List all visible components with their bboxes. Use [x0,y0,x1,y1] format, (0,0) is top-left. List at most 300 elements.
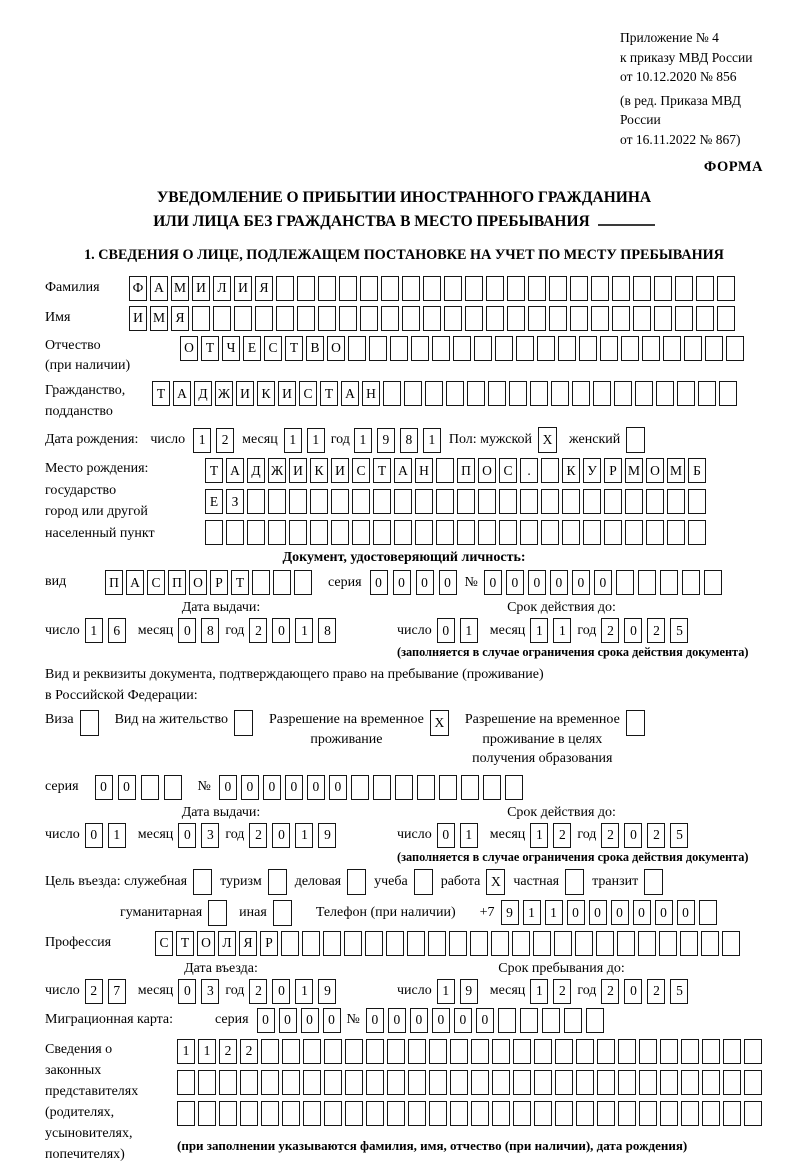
char-cell[interactable] [80,710,99,736]
char-cell[interactable]: 1 [530,979,548,1004]
purpose-work-checkbox[interactable] [486,869,505,895]
char-cell[interactable]: 1 [177,1039,195,1064]
char-cell[interactable] [415,489,433,514]
doc2-issue-day-cells[interactable] [85,823,126,848]
char-cell[interactable]: 2 [240,1039,258,1064]
char-cell[interactable] [562,489,580,514]
char-cell[interactable] [635,381,653,406]
char-cell[interactable]: И [192,276,210,301]
char-cell[interactable] [597,1101,615,1126]
char-cell[interactable]: 0 [506,570,524,595]
purpose-transit-checkbox[interactable] [644,869,663,895]
char-cell[interactable]: 1 [437,979,455,1004]
char-cell[interactable]: Т [201,336,219,361]
char-cell[interactable] [642,336,660,361]
char-cell[interactable]: 0 [95,775,113,800]
char-cell[interactable]: К [257,381,275,406]
char-cell[interactable]: 0 [677,900,695,925]
char-cell[interactable] [688,489,706,514]
char-cell[interactable] [282,1070,300,1095]
char-cell[interactable] [193,869,212,895]
char-cell[interactable]: 1 [198,1039,216,1064]
char-cell[interactable] [450,1101,468,1126]
char-cell[interactable]: М [171,276,189,301]
char-cell[interactable] [439,775,457,800]
char-cell[interactable] [681,1070,699,1095]
char-cell[interactable] [638,931,656,956]
char-cell[interactable]: 1 [295,618,313,643]
char-cell[interactable] [593,381,611,406]
purpose-official-checkbox[interactable] [193,869,212,895]
char-cell[interactable] [722,931,740,956]
char-cell[interactable] [723,1039,741,1064]
char-cell[interactable]: 0 [393,570,411,595]
char-cell[interactable] [507,306,525,331]
doc2-valid-day-cells[interactable] [437,823,478,848]
char-cell[interactable] [583,489,601,514]
char-cell[interactable] [625,489,643,514]
char-cell[interactable] [294,570,312,595]
char-cell[interactable]: 0 [589,900,607,925]
char-cell[interactable] [323,931,341,956]
char-cell[interactable]: 1 [354,428,372,453]
char-cell[interactable]: Т [373,458,391,483]
char-cell[interactable] [533,931,551,956]
char-cell[interactable] [303,1039,321,1064]
purpose-humanitarian-checkbox[interactable] [208,900,227,926]
char-cell[interactable]: И [289,458,307,483]
char-cell[interactable] [352,489,370,514]
char-cell[interactable] [345,1101,363,1126]
char-cell[interactable]: 2 [601,823,619,848]
doc-type-cells[interactable] [105,570,312,595]
char-cell[interactable] [373,489,391,514]
char-cell[interactable] [659,931,677,956]
char-cell[interactable] [302,931,320,956]
char-cell[interactable]: 0 [366,1008,384,1033]
sex-male-checkbox[interactable] [538,427,557,453]
char-cell[interactable]: П [105,570,123,595]
char-cell[interactable] [530,381,548,406]
char-cell[interactable] [297,276,315,301]
char-cell[interactable] [261,1039,279,1064]
char-cell[interactable] [663,336,681,361]
char-cell[interactable] [564,1008,582,1033]
char-cell[interactable] [289,520,307,545]
char-cell[interactable] [407,931,425,956]
char-cell[interactable] [478,489,496,514]
char-cell[interactable]: Я [255,276,273,301]
id-valid-year-cells[interactable] [601,618,688,643]
char-cell[interactable] [365,931,383,956]
birthplace-row2-cells[interactable] [205,489,706,514]
char-cell[interactable] [461,775,479,800]
char-cell[interactable]: Т [176,931,194,956]
char-cell[interactable] [541,458,559,483]
doc2-valid-year-cells[interactable] [601,823,688,848]
id-issue-year-cells[interactable] [249,618,336,643]
char-cell[interactable] [387,1039,405,1064]
char-cell[interactable]: Р [210,570,228,595]
char-cell[interactable] [667,489,685,514]
char-cell[interactable] [303,1070,321,1095]
char-cell[interactable]: О [189,570,207,595]
char-cell[interactable]: 2 [601,618,619,643]
char-cell[interactable]: 5 [670,618,688,643]
char-cell[interactable]: 1 [460,823,478,848]
char-cell[interactable]: 1 [553,618,571,643]
char-cell[interactable]: Н [362,381,380,406]
char-cell[interactable] [616,570,634,595]
char-cell[interactable] [268,869,287,895]
char-cell[interactable] [219,1070,237,1095]
char-cell[interactable]: 2 [553,823,571,848]
char-cell[interactable] [297,306,315,331]
char-cell[interactable] [579,336,597,361]
doc2-issue-year-cells[interactable] [249,823,336,848]
char-cell[interactable]: 2 [647,618,665,643]
char-cell[interactable] [498,1008,516,1033]
purpose-private-checkbox[interactable] [565,869,584,895]
char-cell[interactable] [744,1101,762,1126]
char-cell[interactable]: Ф [129,276,147,301]
char-cell[interactable] [492,1039,510,1064]
char-cell[interactable] [366,1039,384,1064]
char-cell[interactable]: 7 [108,979,126,1004]
char-cell[interactable]: 0 [279,1008,297,1033]
char-cell[interactable] [702,1101,720,1126]
char-cell[interactable] [612,276,630,301]
char-cell[interactable]: 8 [400,428,418,453]
char-cell[interactable]: 5 [670,823,688,848]
char-cell[interactable]: 2 [249,618,267,643]
char-cell[interactable]: А [226,458,244,483]
char-cell[interactable] [446,381,464,406]
char-cell[interactable] [565,869,584,895]
char-cell[interactable] [282,1101,300,1126]
entry-month-cells[interactable] [178,979,219,1004]
char-cell[interactable] [492,1070,510,1095]
char-cell[interactable]: 2 [219,1039,237,1064]
char-cell[interactable]: С [155,931,173,956]
char-cell[interactable]: 0 [85,823,103,848]
char-cell[interactable] [402,276,420,301]
char-cell[interactable] [654,276,672,301]
char-cell[interactable] [576,1070,594,1095]
char-cell[interactable] [436,520,454,545]
char-cell[interactable]: 0 [388,1008,406,1033]
char-cell[interactable]: 0 [178,618,196,643]
char-cell[interactable] [366,1070,384,1095]
char-cell[interactable]: Е [243,336,261,361]
sex-female-checkbox[interactable] [626,427,645,453]
char-cell[interactable] [268,520,286,545]
char-cell[interactable] [415,520,433,545]
char-cell[interactable] [387,1101,405,1126]
char-cell[interactable] [261,1070,279,1095]
char-cell[interactable] [432,336,450,361]
char-cell[interactable]: П [168,570,186,595]
char-cell[interactable]: Б [688,458,706,483]
char-cell[interactable]: И [278,381,296,406]
birthplace-row3-cells[interactable] [205,520,706,545]
char-cell[interactable] [423,306,441,331]
char-cell[interactable]: Л [213,276,231,301]
char-cell[interactable] [639,1039,657,1064]
char-cell[interactable]: 0 [611,900,629,925]
char-cell[interactable]: 3 [201,979,219,1004]
char-cell[interactable] [549,306,567,331]
char-cell[interactable] [276,306,294,331]
char-cell[interactable] [478,520,496,545]
char-cell[interactable]: 0 [594,570,612,595]
char-cell[interactable]: 0 [572,570,590,595]
char-cell[interactable]: А [341,381,359,406]
char-cell[interactable] [474,336,492,361]
char-cell[interactable]: 0 [323,1008,341,1033]
char-cell[interactable]: 1 [85,618,103,643]
char-cell[interactable] [351,775,369,800]
char-cell[interactable] [618,1070,636,1095]
id-valid-month-cells[interactable] [530,618,571,643]
char-cell[interactable]: О [478,458,496,483]
char-cell[interactable] [744,1039,762,1064]
char-cell[interactable] [682,570,700,595]
char-cell[interactable] [604,489,622,514]
char-cell[interactable] [499,520,517,545]
char-cell[interactable]: А [126,570,144,595]
char-cell[interactable]: 0 [272,823,290,848]
char-cell[interactable] [534,1101,552,1126]
char-cell[interactable]: З [226,489,244,514]
temp-permit-checkbox[interactable] [430,710,449,736]
char-cell[interactable] [491,931,509,956]
char-cell[interactable] [436,489,454,514]
char-cell[interactable] [394,520,412,545]
char-cell[interactable] [219,1101,237,1126]
char-cell[interactable]: Я [171,306,189,331]
char-cell[interactable] [324,1101,342,1126]
char-cell[interactable] [528,306,546,331]
char-cell[interactable] [383,381,401,406]
char-cell[interactable]: М [150,306,168,331]
char-cell[interactable] [471,1070,489,1095]
char-cell[interactable] [331,520,349,545]
char-cell[interactable] [696,306,714,331]
char-cell[interactable]: 0 [118,775,136,800]
char-cell[interactable]: 0 [567,900,585,925]
char-cell[interactable] [261,1101,279,1126]
char-cell[interactable]: 0 [410,1008,428,1033]
char-cell[interactable] [512,931,530,956]
id-issue-day-cells[interactable] [85,618,126,643]
char-cell[interactable] [247,520,265,545]
char-cell[interactable]: К [310,458,328,483]
char-cell[interactable] [488,381,506,406]
legal-reps-row3-cells[interactable] [177,1101,762,1126]
char-cell[interactable]: 0 [301,1008,319,1033]
char-cell[interactable]: X [486,869,505,895]
char-cell[interactable]: И [129,306,147,331]
char-cell[interactable] [339,306,357,331]
char-cell[interactable] [318,276,336,301]
char-cell[interactable]: Ч [222,336,240,361]
char-cell[interactable] [698,381,716,406]
char-cell[interactable] [555,1039,573,1064]
char-cell[interactable] [273,900,292,926]
char-cell[interactable] [273,570,291,595]
char-cell[interactable] [644,869,663,895]
char-cell[interactable] [586,1008,604,1033]
surname-cells[interactable] [129,276,735,301]
char-cell[interactable]: X [538,427,557,453]
char-cell[interactable] [331,489,349,514]
char-cell[interactable]: 1 [545,900,563,925]
char-cell[interactable]: 5 [670,979,688,1004]
char-cell[interactable] [444,276,462,301]
char-cell[interactable] [495,336,513,361]
char-cell[interactable]: Р [260,931,278,956]
char-cell[interactable] [429,1070,447,1095]
char-cell[interactable] [414,869,433,895]
char-cell[interactable] [542,1008,560,1033]
char-cell[interactable] [310,489,328,514]
char-cell[interactable] [303,1101,321,1126]
char-cell[interactable]: 1 [108,823,126,848]
char-cell[interactable] [583,520,601,545]
char-cell[interactable] [633,306,651,331]
char-cell[interactable] [205,520,223,545]
char-cell[interactable]: О [197,931,215,956]
char-cell[interactable] [570,276,588,301]
char-cell[interactable] [591,306,609,331]
char-cell[interactable] [541,489,559,514]
char-cell[interactable]: 0 [272,979,290,1004]
char-cell[interactable] [618,1039,636,1064]
char-cell[interactable] [646,489,664,514]
char-cell[interactable] [208,900,227,926]
char-cell[interactable] [226,520,244,545]
char-cell[interactable] [348,336,366,361]
char-cell[interactable] [192,306,210,331]
char-cell[interactable] [404,381,422,406]
char-cell[interactable] [516,336,534,361]
char-cell[interactable] [688,520,706,545]
char-cell[interactable]: 0 [655,900,673,925]
char-cell[interactable] [723,1101,741,1126]
char-cell[interactable]: 0 [178,823,196,848]
char-cell[interactable]: 0 [528,570,546,595]
char-cell[interactable] [705,336,723,361]
char-cell[interactable]: 0 [285,775,303,800]
char-cell[interactable] [576,1101,594,1126]
residence-permit-checkbox[interactable] [234,710,253,736]
char-cell[interactable] [600,336,618,361]
doc2-number-cells[interactable] [219,775,523,800]
char-cell[interactable]: 0 [329,775,347,800]
char-cell[interactable] [471,1101,489,1126]
char-cell[interactable]: 0 [257,1008,275,1033]
char-cell[interactable]: 2 [216,428,234,453]
char-cell[interactable] [347,869,366,895]
char-cell[interactable]: Н [415,458,433,483]
char-cell[interactable] [324,1039,342,1064]
char-cell[interactable]: А [394,458,412,483]
char-cell[interactable]: 0 [219,775,237,800]
char-cell[interactable]: М [667,458,685,483]
char-cell[interactable]: 1 [530,823,548,848]
char-cell[interactable] [656,381,674,406]
char-cell[interactable] [534,1070,552,1095]
char-cell[interactable]: 0 [624,823,642,848]
char-cell[interactable] [282,1039,300,1064]
char-cell[interactable]: 0 [439,570,457,595]
char-cell[interactable] [680,931,698,956]
char-cell[interactable] [369,336,387,361]
char-cell[interactable]: 1 [284,428,302,453]
char-cell[interactable] [408,1070,426,1095]
char-cell[interactable] [381,276,399,301]
char-cell[interactable] [549,276,567,301]
char-cell[interactable] [513,1101,531,1126]
char-cell[interactable] [281,931,299,956]
char-cell[interactable]: И [234,276,252,301]
char-cell[interactable] [537,336,555,361]
char-cell[interactable] [597,1039,615,1064]
visa-checkbox[interactable] [80,710,99,736]
char-cell[interactable] [467,381,485,406]
char-cell[interactable] [625,520,643,545]
purpose-tourism-checkbox[interactable] [268,869,287,895]
char-cell[interactable]: И [236,381,254,406]
char-cell[interactable]: Ж [215,381,233,406]
char-cell[interactable] [513,1039,531,1064]
char-cell[interactable]: 0 [484,570,502,595]
char-cell[interactable] [617,931,635,956]
char-cell[interactable]: 1 [295,823,313,848]
id-valid-day-cells[interactable] [437,618,478,643]
char-cell[interactable] [612,306,630,331]
char-cell[interactable]: 1 [460,618,478,643]
char-cell[interactable] [604,520,622,545]
char-cell[interactable]: 8 [201,618,219,643]
migration-number-cells[interactable] [366,1008,604,1033]
char-cell[interactable] [268,489,286,514]
char-cell[interactable] [324,1070,342,1095]
char-cell[interactable] [450,1039,468,1064]
char-cell[interactable] [555,1070,573,1095]
char-cell[interactable] [373,775,391,800]
char-cell[interactable]: 0 [633,900,651,925]
char-cell[interactable] [276,276,294,301]
char-cell[interactable]: С [299,381,317,406]
char-cell[interactable] [449,931,467,956]
char-cell[interactable]: Я [239,931,257,956]
char-cell[interactable] [704,570,722,595]
char-cell[interactable]: 0 [624,618,642,643]
char-cell[interactable]: 1 [523,900,541,925]
birth-month-cells[interactable] [284,428,325,453]
char-cell[interactable] [528,276,546,301]
char-cell[interactable]: С [147,570,165,595]
char-cell[interactable] [360,306,378,331]
char-cell[interactable] [240,1070,258,1095]
char-cell[interactable] [344,931,362,956]
char-cell[interactable] [702,1039,720,1064]
citizenship-cells[interactable] [152,381,737,406]
char-cell[interactable] [654,306,672,331]
char-cell[interactable] [198,1101,216,1126]
